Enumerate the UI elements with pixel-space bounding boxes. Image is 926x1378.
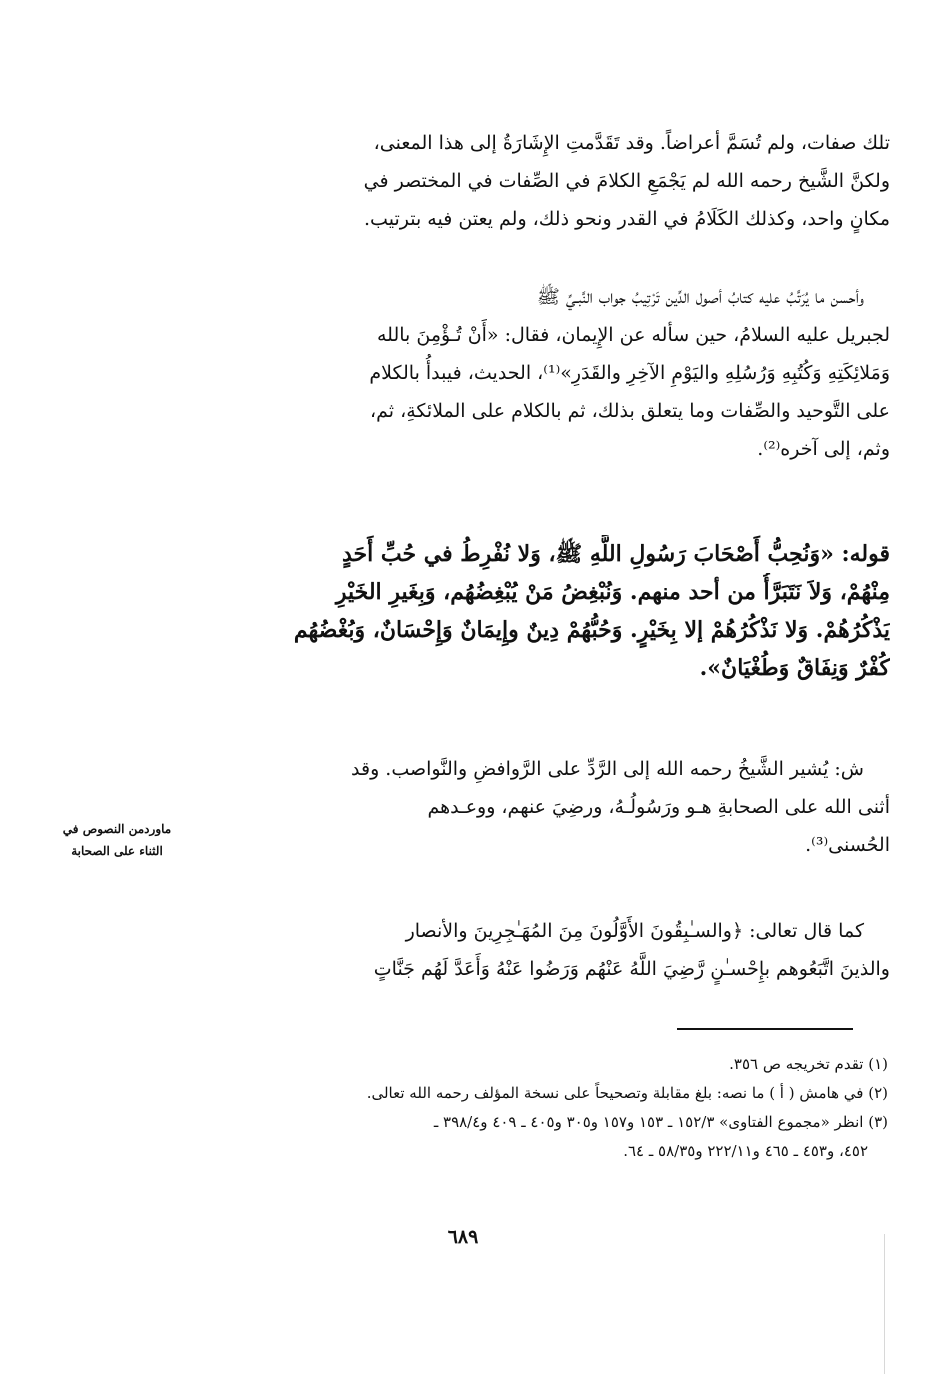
footnote-separator — [677, 1028, 853, 1030]
matn-line: كُفْرٌ وَنِفَاقٌ وَطُغْيَانٌ». — [699, 655, 890, 681]
page-number: ٦٨٩ — [447, 1226, 479, 1248]
commentary-line: أثنى الله على الصحابةِ هـو ورَسُولُـهُ، ورضِيَ عنهم، ووعـدهم — [427, 796, 890, 818]
paragraph-line: وَمَلائِكَتِهِ وَكُتُبِهِ وَرُسُلِهِ واليَوْمِ الآخِرِ والقَدَرِ»⁽¹⁾، الحديث، فيبدأُ بالكلام — [369, 362, 890, 384]
footnotes — [178, 1050, 890, 1166]
commentary — [178, 750, 890, 864]
matn-line: مِنْهُمْ، وَلاَ نَتَبَرَّأُ من أحد منهم. وَنُبْغِضُ مَنْ يُبْغِضُهُم، وَبِغَيرِ الخَيْرِ — [335, 579, 890, 605]
paragraph-2 — [178, 278, 890, 468]
commentary-line: ش: يُشير الشَّيخُ رحمه الله إلى الرَّدِّ على الرَّوافضِ والنَّواصب. وقد — [351, 758, 864, 780]
matn-line: قوله: «وَنُحِبُّ أَصْحَابَ رَسُولِ اللَّهِ ﷺ، وَلا نُفْرِطُ في حُبِّ أَحَدٍ — [341, 541, 890, 567]
paragraph-1 — [178, 124, 890, 238]
matn-line: يَذْكُرُهُمْ. وَلا نَذْكُرُهُمْ إلا بِخَيْرٍ. وَحُبُّهُمْ دِينٌ وإِيمَانٌ وَإِحْسَانٌ، وَبُغْضُهُم — [293, 617, 890, 643]
paragraph-line: ولكنَّ الشَّيخ رحمه الله لم يَجْمَعِ الكلامَ في الصِّفات في المختصر في — [363, 170, 890, 192]
paragraph-line: تلك صفات، ولم تُسَمَّ أعراضاً. وقد تَقَدَّمتِ الإِشَارَةُ إلى هذا المعنى، — [373, 132, 890, 154]
scan-edge-line — [884, 1234, 885, 1374]
verse-line: كما قال تعالى: ﴿والسـٰبِقُونَ الأَوَّلُونَ مِنَ المُهَـٰجِرِينَ والأنصار — [405, 920, 864, 942]
verse-line: والذينَ اتَّبَعُوهم بإِحْسـٰنٍ رَّضِيَ اللَّهُ عَنْهُم وَرَضُوا عَنْهُ وَأَعَدَّ لَهُم جَنَّاتٍ — [373, 958, 890, 980]
margin-note — [54, 818, 180, 862]
paragraph-line: وأحسن ما يُرَتَّبُ عليه كتابُ أصول الدِّين تَرْتِيبُ جواب النَّبـيِّ ﷺ — [536, 286, 864, 308]
margin-note-line: ماوردمن النصوص في — [62, 822, 172, 836]
paragraph-line: مكانٍ واحد، وكذلك الكَلَامُ في القدر ونحو ذلك، ولم يعتن فيه بترتيب. — [364, 208, 890, 230]
footnote-line: ٤٥٢، و٤٥٣ ـ ٤٦٥ و٢٢٢/١١ و٥٨/٣٥ ـ ٦٤. — [623, 1142, 868, 1160]
matn-quote — [178, 535, 890, 687]
paragraph-line: لجبريل عليه السلامُ، حين سأله عن الإِيمان، فقال: «أَنْ تُـؤْمِنَ بالله — [376, 324, 890, 346]
margin-note-line: الثناء على الصحابة — [71, 844, 163, 858]
quran-verse — [178, 912, 890, 988]
footnote-line: (١) تقدم تخريجه ص ٣٥٦. — [729, 1055, 888, 1073]
paragraph-line: على التَّوحيد والصِّفات وما يتعلق بذلك، ثم بالكلام على الملائكةِ، ثم، — [369, 400, 890, 422]
paragraph-line: وثم، إلى آخره⁽²⁾. — [757, 438, 890, 460]
footnote-line: (٢) في هامش ( أ ) ما نصه: بلغ مقابلة وتصحيحاً على نسخة المؤلف رحمه الله تعالى. — [366, 1084, 888, 1102]
footnote-line: (٣) انظر «مجموع الفتاوى» ١٥٢/٣ ـ ١٥٣ و١٥٧ و٣٠٥ و٤٠٥ ـ ٤٠٩ و٣٩٨/٤ ـ — [433, 1113, 888, 1131]
commentary-line: الحُسنى⁽³⁾. — [805, 834, 890, 856]
